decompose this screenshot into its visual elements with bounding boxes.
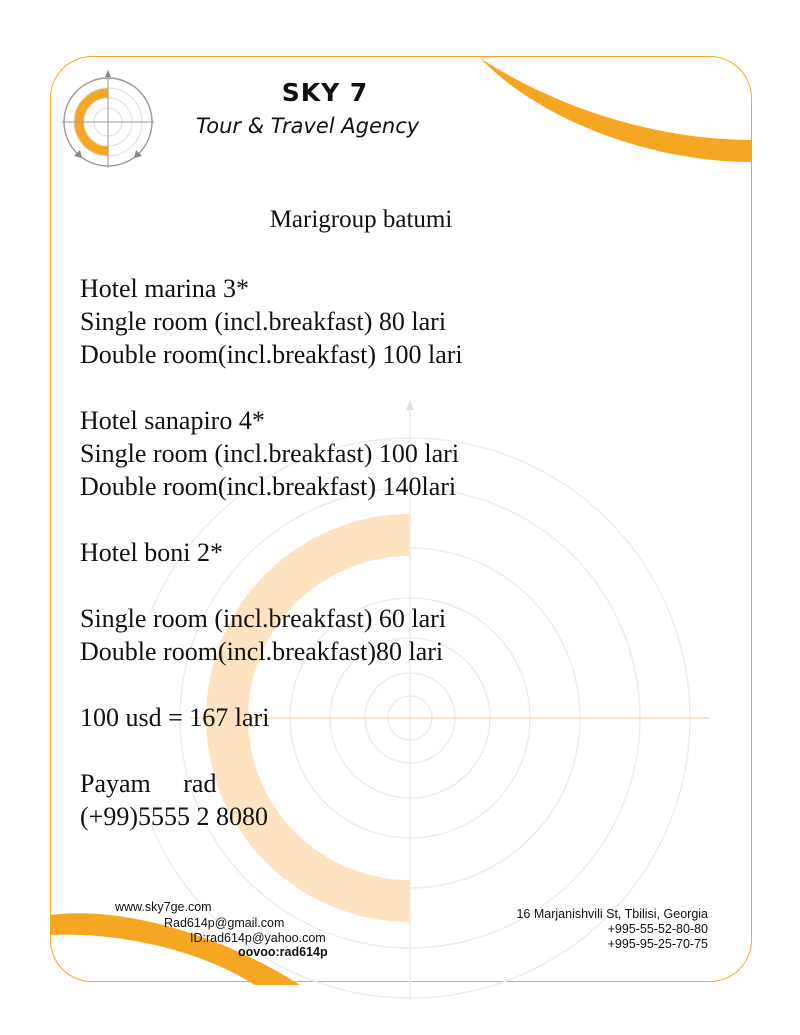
hotel-name: Hotel marina 3*	[80, 274, 249, 303]
double-room-price: Double room(incl.breakfast) 140lari	[80, 472, 457, 501]
contact-phone: (+99)5555 2 8080	[80, 802, 268, 831]
hotel-name: Hotel boni 2*	[80, 538, 223, 567]
double-room-price: Double room(incl.breakfast) 100 lari	[80, 340, 463, 369]
single-room-price: Single room (incl.breakfast) 100 lari	[80, 439, 460, 468]
brand-tagline: Tour & Travel Agency	[196, 114, 420, 138]
address: 16 Marjanishvili St, Tbilisi, Georgia	[516, 907, 708, 921]
double-room-price: Double room(incl.breakfast)80 lari	[80, 637, 444, 666]
website-link[interactable]: www.sky7ge.com	[115, 900, 212, 914]
phone-number: +995-95-25-70-75	[607, 937, 708, 951]
brand-name: SKY 7	[281, 78, 369, 107]
phone-number: +995-55-52-80-80	[607, 922, 708, 936]
exchange-rate: 100 usd = 167 lari	[80, 703, 270, 732]
compass-logo-icon	[58, 70, 158, 170]
document-title: Marigroup batumi	[269, 206, 453, 233]
contact-name: Payam rad	[80, 769, 217, 798]
email-link[interactable]: Rad614p@gmail.com	[164, 916, 285, 930]
single-room-price: Single room (incl.breakfast) 60 lari	[80, 604, 447, 633]
hotel-name: Hotel sanapiro 4*	[80, 406, 265, 435]
yahoo-id: ID:rad614p@yahoo.com	[190, 931, 326, 945]
oovoo-id: oovoo:rad614p	[238, 945, 328, 959]
single-room-price: Single room (incl.breakfast) 80 lari	[80, 307, 447, 336]
